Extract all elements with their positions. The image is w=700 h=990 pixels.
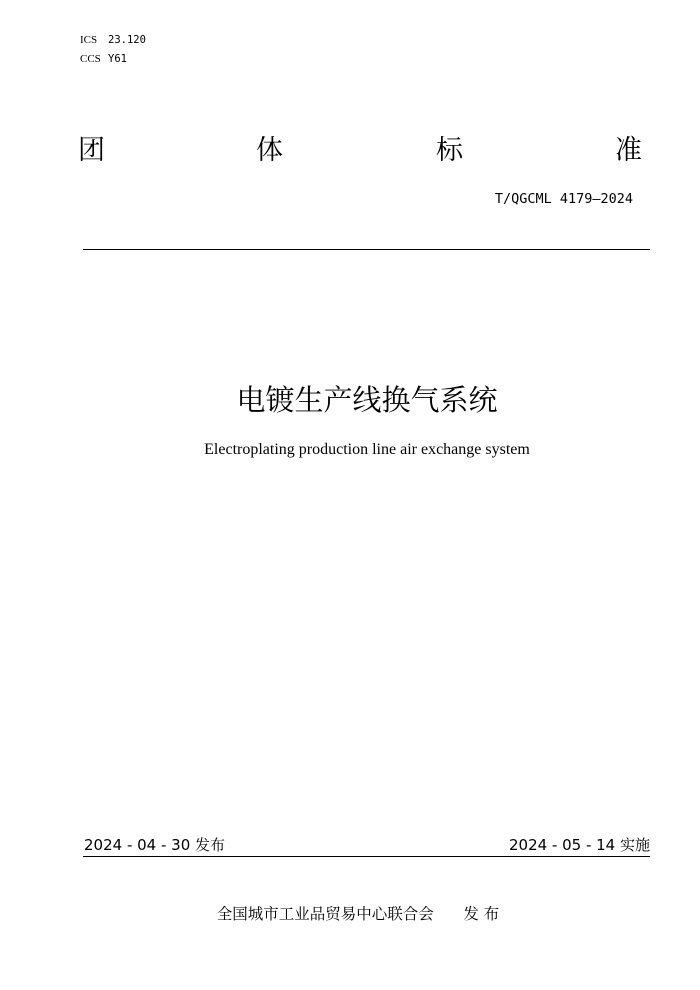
standard-type-char-3: 标	[436, 135, 463, 166]
standard-type-char-1: 团	[78, 135, 105, 166]
footer-divider	[83, 856, 650, 857]
ics-value: 23.120	[108, 34, 146, 46]
title-english: Electroplating production line air exchange system	[204, 441, 530, 458]
ccs-row	[80, 52, 127, 66]
publisher-name: 全国城市工业品贸易中心联合会	[216, 905, 434, 923]
publisher-line	[0, 904, 700, 924]
title-chinese: 电镀生产线换气系统	[236, 383, 498, 417]
standard-code: T/QGCML 4179—2024	[494, 191, 633, 207]
ccs-value: Y61	[108, 53, 127, 65]
standard-type-char-4: 准	[615, 135, 642, 166]
publish-word: 发 布	[463, 905, 500, 923]
standard-type-char-2: 体	[256, 135, 283, 166]
release-date: 2024 - 04 - 30 发布	[84, 836, 226, 854]
ics-row	[80, 33, 146, 47]
ccs-label: CCS	[80, 53, 101, 65]
header-divider	[83, 249, 650, 250]
ics-label: ICS	[80, 34, 98, 46]
effective-date: 2024 - 05 - 14 实施	[508, 836, 650, 854]
